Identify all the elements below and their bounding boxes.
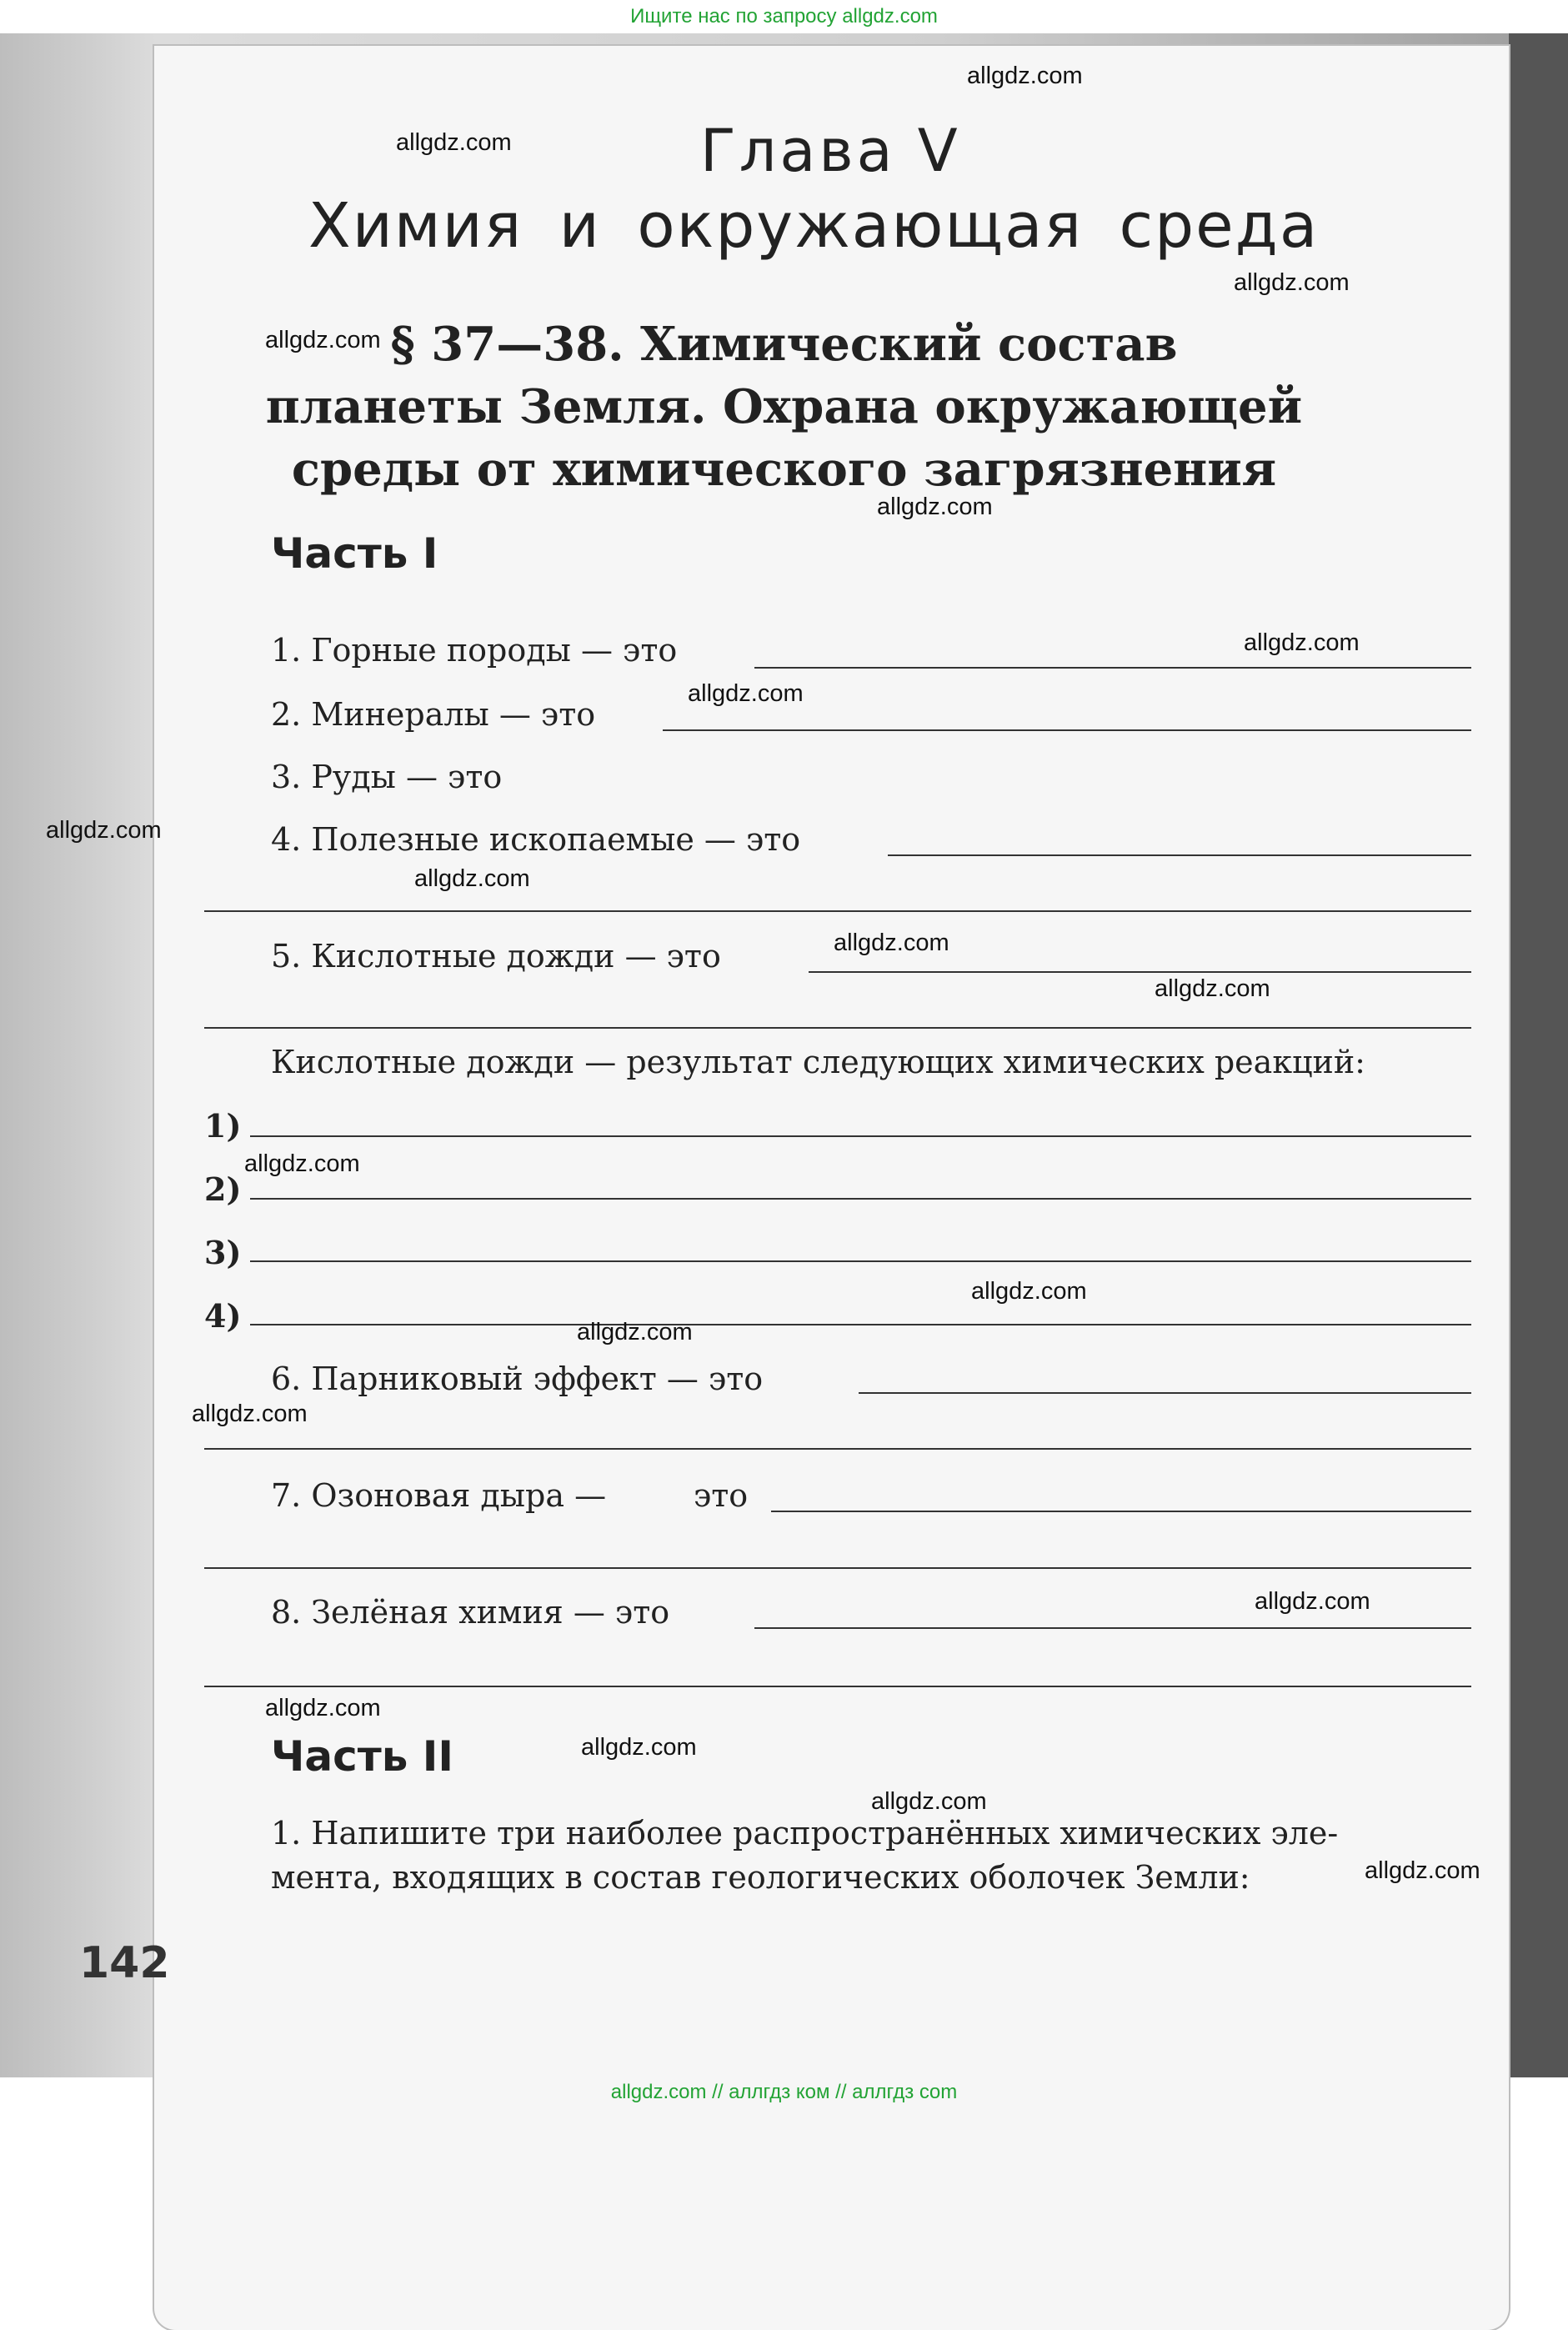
site-watermark[interactable]: allgdz.com (265, 1695, 381, 1721)
site-watermark[interactable]: allgdz.com (396, 129, 512, 156)
site-watermark[interactable]: allgdz.com (414, 865, 530, 892)
chapter-title: Химия и окружающая среда (308, 190, 1320, 262)
site-watermark[interactable]: allgdz.com (192, 1401, 308, 1427)
site-watermark[interactable]: allgdz.com (46, 817, 162, 844)
site-watermark[interactable]: allgdz.com (967, 63, 1083, 89)
question-8: 8. Зелёная химия — это (271, 1594, 670, 1631)
reaction-line-1[interactable] (250, 1135, 1471, 1137)
answer-line-8[interactable] (754, 1627, 1471, 1629)
site-watermark[interactable]: allgdz.com (265, 327, 381, 353)
reaction-4-label: 4) (204, 1297, 242, 1335)
site-watermark[interactable]: allgdz.com (1155, 975, 1270, 1002)
reaction-1-label: 1) (204, 1107, 242, 1145)
answer-line-5b[interactable] (204, 1027, 1471, 1029)
question-7: 7. Озоновая дыра — (271, 1477, 607, 1514)
answer-line-1[interactable] (754, 667, 1471, 669)
question-7-eto: это (694, 1477, 749, 1514)
answer-line-8b[interactable] (204, 1686, 1471, 1687)
top-watermark[interactable]: Ищите нас по запросу allgdz.com (630, 5, 938, 28)
site-watermark[interactable]: allgdz.com (871, 1788, 987, 1815)
part1-title: Часть I (271, 529, 438, 578)
question-2: 2. Минералы — это (271, 696, 596, 733)
site-watermark[interactable]: allgdz.com (581, 1734, 697, 1761)
site-watermark[interactable]: allgdz.com (577, 1319, 693, 1345)
part2-title: Часть II (271, 1732, 453, 1781)
page-number: 142 (79, 1938, 170, 1988)
answer-line-5[interactable] (809, 971, 1471, 973)
acid-rain-text: Кислотные дожди — результат следующих химических реакций: (271, 1044, 1365, 1080)
bottom-watermark[interactable]: allgdz.com // аллгдз ком // аллгдз com (610, 2081, 958, 2103)
site-watermark[interactable]: allgdz.com (1365, 1857, 1480, 1884)
section-title-line2: планеты Земля. Охрана окружающей (265, 379, 1303, 434)
question-6: 6. Парниковый эффект — это (271, 1360, 764, 1397)
site-watermark[interactable]: allgdz.com (688, 680, 804, 707)
answer-line-6b[interactable] (204, 1448, 1471, 1450)
answer-line-6[interactable] (859, 1392, 1471, 1394)
reaction-line-3[interactable] (250, 1260, 1471, 1262)
answer-line-7b[interactable] (204, 1567, 1471, 1569)
site-watermark[interactable]: allgdz.com (1234, 269, 1350, 296)
reaction-3-label: 3) (204, 1234, 242, 1271)
answer-line-4b[interactable] (204, 910, 1471, 912)
site-watermark[interactable]: allgdz.com (244, 1150, 360, 1177)
section-title-line3: среды от химического загрязнения (291, 442, 1277, 497)
question-3: 3. Руды — это (271, 759, 503, 795)
site-watermark[interactable]: allgdz.com (1244, 629, 1360, 656)
reaction-line-4[interactable] (250, 1324, 1471, 1325)
reaction-2-label: 2) (204, 1170, 242, 1208)
part2-question-1-line2: мента, входящих в состав геологических оболочек Земли: (271, 1859, 1250, 1896)
site-watermark[interactable]: allgdz.com (877, 494, 993, 520)
site-watermark[interactable]: allgdz.com (834, 929, 949, 956)
answer-line-7[interactable] (771, 1511, 1471, 1512)
site-watermark[interactable]: allgdz.com (1255, 1588, 1370, 1615)
question-4: 4. Полезные ископаемые — это (271, 821, 801, 858)
answer-line-2[interactable] (663, 729, 1471, 731)
answer-line-4[interactable] (888, 854, 1471, 856)
part2-question-1-line1: 1. Напишите три наиболее распространённых химических эле- (271, 1815, 1339, 1851)
reaction-line-2[interactable] (250, 1198, 1471, 1200)
chapter-heading: Глава V (700, 117, 961, 185)
question-1: 1. Горные породы — это (271, 632, 678, 669)
site-watermark[interactable]: allgdz.com (971, 1278, 1087, 1305)
question-5: 5. Кислотные дожди — это (271, 938, 721, 975)
section-title-line1: § 37—38. Химический состав (390, 317, 1178, 372)
